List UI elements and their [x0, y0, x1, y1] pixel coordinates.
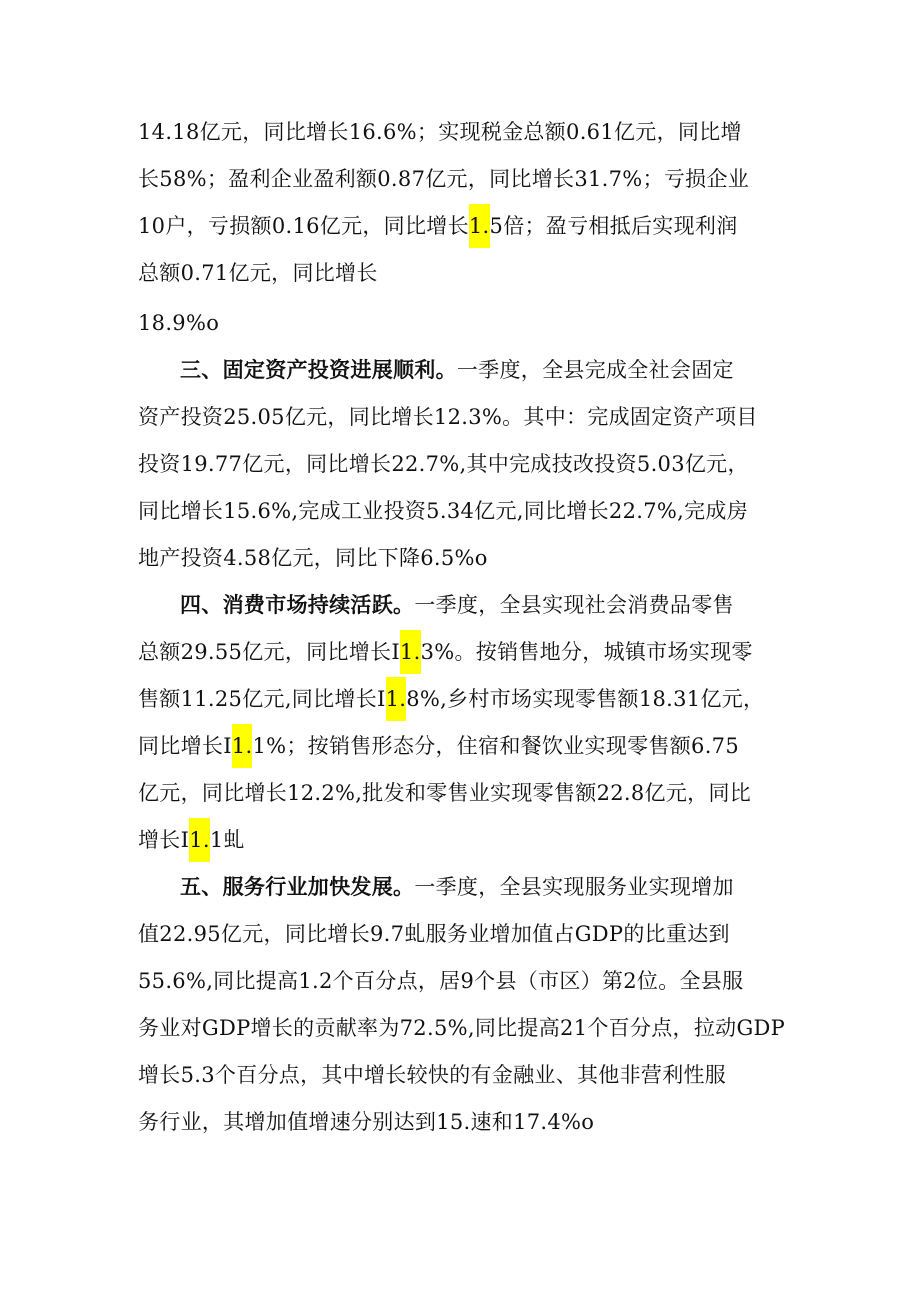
text-line	[138, 402, 758, 432]
section-heading-line	[180, 590, 734, 620]
line-text: 18.9%o	[138, 311, 220, 335]
text-line	[138, 449, 749, 479]
line-text: 增长I	[138, 828, 190, 852]
text-line	[138, 211, 738, 241]
line-text: 务业对GDP增长的贡献率为72.5%,同比提高21个百分点，拉动GDP	[138, 1016, 786, 1040]
text-line	[138, 778, 751, 808]
line-text: 5倍；盈亏相抵后实现利润	[489, 214, 738, 238]
section-heading-line	[180, 355, 734, 385]
text-line	[138, 919, 730, 949]
section-heading: 四、消费市场持续活跃。	[180, 593, 415, 617]
line-text: 投资19.77亿元，同比增长22.7%,其中完成技改投资5.03亿元，	[138, 452, 749, 476]
line-text: 同比增长I	[138, 734, 232, 758]
line-text: 值22.95亿元，同比增长9.7虬服务业增加值占GDP的比重达到	[138, 922, 730, 946]
line-text: 增长5.3个百分点，其中增长较快的有金融业、其他非营利性服	[138, 1063, 727, 1087]
line-text: 一季度，全县实现社会消费品零售	[414, 593, 734, 617]
highlighted-text: 1.	[400, 630, 421, 674]
line-text: 1虬	[209, 828, 245, 852]
text-line	[138, 258, 378, 288]
text-line	[138, 496, 748, 526]
text-line	[138, 825, 245, 855]
text-line	[138, 543, 488, 573]
line-text: 1%；按销售形态分，住宿和餐饮业实现零售额6.75	[252, 734, 740, 758]
section-heading: 五、服务行业加快发展。	[180, 875, 415, 899]
text-line	[138, 1107, 594, 1137]
line-text: 长58%；盈利企业盈利额0.87亿元，同比增长31.7%；亏损企业	[138, 167, 750, 191]
highlighted-text: 1.	[386, 677, 407, 721]
line-text: 总额0.71亿元，同比增长	[138, 261, 378, 285]
text-line	[138, 731, 739, 761]
text-line	[138, 966, 743, 996]
line-text: 一季度，全县实现服务业实现增加	[414, 875, 734, 899]
text-line	[138, 637, 753, 667]
line-text: 资产投资25.05亿元，同比增长12.3%。其中：完成固定资产项目	[138, 405, 758, 429]
line-text: 55.6%,同比提高1.2个百分点，居9个县（市区）第2位。全县服	[138, 969, 744, 993]
section-heading-line	[180, 872, 734, 902]
text-line	[138, 684, 764, 714]
highlighted-text: 1.	[469, 204, 490, 248]
line-text: 3%。按销售地分，城镇市场实现零	[420, 640, 753, 664]
line-text: 同比增长15.6%,完成工业投资5.34亿元,同比增长22.7%,完成房	[138, 499, 749, 523]
text-line	[138, 117, 742, 147]
line-text: 亿元，同比增长12.2%,批发和零售业实现零售额22.8亿元，同比	[138, 781, 752, 805]
text-line	[138, 164, 749, 194]
line-text: 14.18亿元，同比增长16.6%；实现税金总额0.61亿元，同比增	[138, 120, 742, 144]
highlighted-text: 1.	[189, 818, 210, 862]
line-text: 地产投资4.58亿元，同比下降6.5%o	[138, 546, 488, 570]
highlighted-text: 1.	[232, 724, 253, 768]
text-line	[138, 308, 219, 338]
line-text: 售额11.25亿元,同比增长I	[138, 687, 386, 711]
line-text: 务行业，其增加值增速分别达到15.速和17.4%o	[138, 1110, 595, 1134]
line-text: 总额29.55亿元，同比增长I	[138, 640, 400, 664]
text-line	[138, 1013, 785, 1043]
section-heading: 三、固定资产投资进展顺利。	[180, 358, 457, 382]
line-text: 8%,乡村市场实现零售额18.31亿元，	[406, 687, 765, 711]
text-line	[138, 1060, 726, 1090]
line-text: 一季度，全县完成全社会固定	[456, 358, 734, 382]
line-text: 10户，亏损额0.16亿元，同比增长	[138, 214, 469, 238]
